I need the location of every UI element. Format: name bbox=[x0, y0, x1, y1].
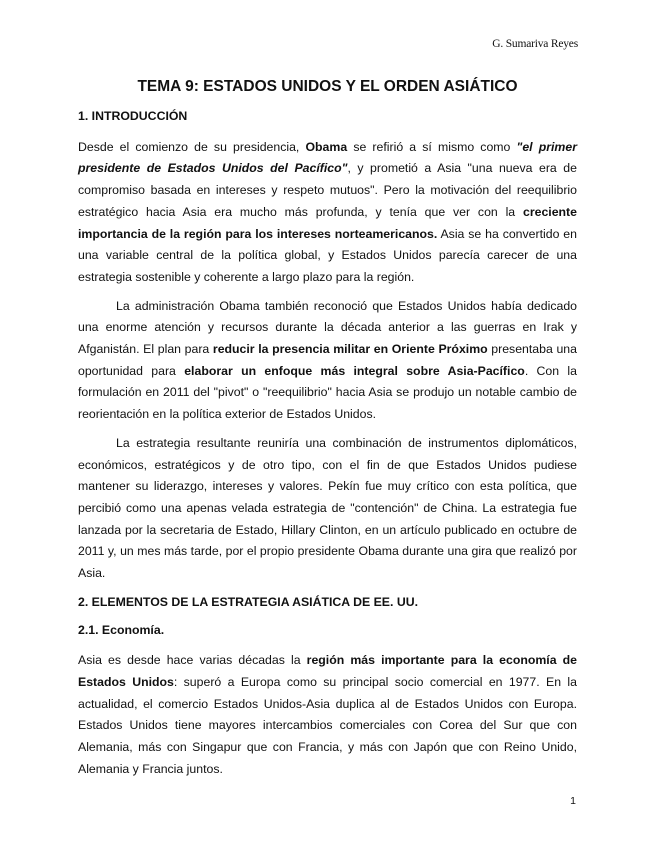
text-run: Asia se ha convertido en una variable central de la política global, y Estados Unidos parecía carecer de una estrategia sostenible y coherente a largo plazo para la región. bbox=[78, 226, 577, 284]
text-run: , y prometió a Asia "una nueva era de compromiso basada en intereses y respeto mutuos". Pero la motivación del reequilibrio estratégico hacia Asia era mucho más profunda, y tenía que ver con la bbox=[78, 161, 577, 219]
text-run: . Con la formulación en 2011 del "pivot" o "reequilibrio" hacia Asia se produjo un notable cambio de reorientación en la política exterior de Estados Unidos. bbox=[78, 363, 578, 422]
paragraph-intro-2 bbox=[78, 296, 577, 426]
text-run: creciente importancia de la región para los intereses norteamericanos. bbox=[78, 204, 577, 241]
text-run: La estrategia resultante reuniría una combinación de instrumentos diplomáticos, económicos, estratégicos y de otro tipo, con el fin de que Estados Unidos pudiese mantener su liderazgo, intereses y valores. Pekín fue muy crítico con esta política, que percibió como una apenas velada estrategia de "contención" de China. La estrategia fue lanzada por la secretaria de Estado, Hillary Clinton, en un artículo publicado en octubre de 2011 y, un mes más tarde, por el propio presidente Obama durante una gira que realizó por Asia. bbox=[78, 435, 577, 581]
section-heading-introduccion: 1. INTRODUCCIÓN bbox=[78, 109, 188, 123]
text-run: región más importante para la economía de Estados Unidos bbox=[78, 653, 577, 689]
paragraph-intro-1 bbox=[78, 137, 577, 289]
text-run: La administración Obama también reconoció que Estados Unidos había dedicado una enorme atención y recursos durante la década anterior a las guerras en Irak y Afganistán. El plan para bbox=[78, 298, 577, 357]
text-run: elaborar un enfoque más integral sobre Asia-Pacífico bbox=[184, 363, 525, 378]
text-run: Asia es desde hace varias décadas la bbox=[78, 653, 307, 668]
document-body bbox=[78, 106, 577, 780]
paragraph-economia-1 bbox=[78, 650, 577, 780]
page-title: TEMA 9: ESTADOS UNIDOS Y EL ORDEN ASIÁTICO bbox=[137, 78, 518, 95]
author-header: G. Sumariva Reyes bbox=[492, 38, 578, 50]
text-run: : superó a Europa como su principal socio comercial en 1977. En la actualidad, el comercio Estados Unidos-Asia duplica al de Estados Unidos con Europa. Estados Unidos tiene mayores intercambios comerciales con Corea del Sur que con Alemania, más con Singapur que con Francia, y más con Japón que con Reino Unido, Alemania y Francia juntos. bbox=[78, 674, 577, 776]
subsection-heading-economia: 2.1. Economía. bbox=[78, 623, 165, 638]
page-number: 1 bbox=[570, 795, 576, 807]
text-run: Obama bbox=[305, 139, 348, 154]
text-run: se refirió a sí mismo como bbox=[347, 139, 517, 154]
paragraph-intro-3 bbox=[78, 433, 577, 585]
text-run: reducir la presencia militar en Oriente Próximo bbox=[212, 342, 488, 357]
text-run: "el primer presidente de Estados Unidos del Pacífico" bbox=[78, 139, 577, 176]
section-heading-elementos: 2. ELEMENTOS DE LA ESTRATEGIA ASIÁTICA DE EE. UU. bbox=[78, 594, 419, 609]
text-run: Desde el comienzo de su presidencia, bbox=[78, 139, 306, 154]
text-run: presentaba una oportunidad para bbox=[78, 342, 577, 378]
